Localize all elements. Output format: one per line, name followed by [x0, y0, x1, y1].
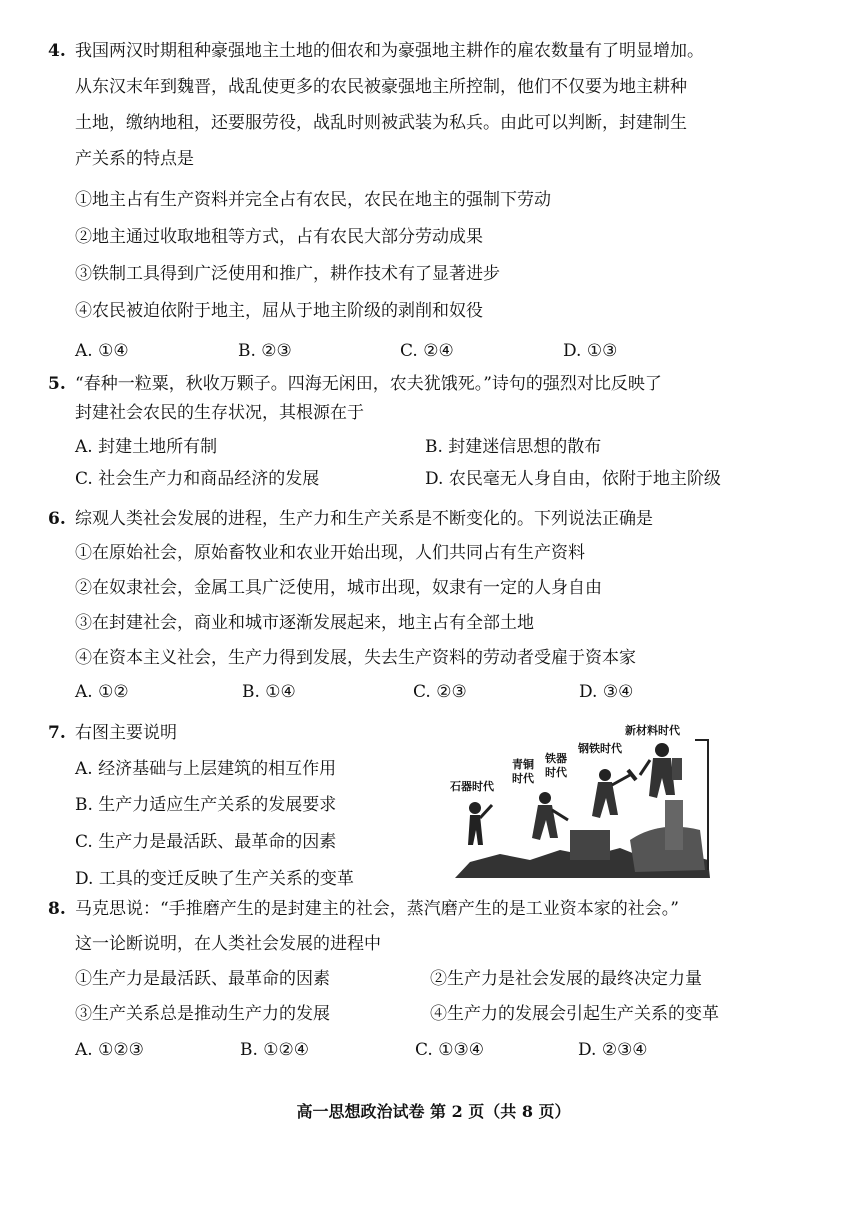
q4-number: 4. [48, 41, 66, 61]
q7-number: 7. [48, 723, 66, 743]
q6-stem-line-1: 综观人类社会发展的进程，生产力和生产关系是不断变化的。下列说法正确是 [75, 509, 653, 529]
tool-evolution-illustration [450, 720, 715, 880]
bronze-age-label-1: 青铜 [512, 758, 534, 771]
q7-option-d[interactable]: D. 工具的变迁反映了生产关系的变革 [75, 869, 354, 889]
q4-option-d[interactable]: D. ①③ [563, 341, 618, 361]
bronze-age-label-2: 时代 [512, 772, 534, 785]
q7-option-b[interactable]: B. 生产力适应生产关系的发展要求 [75, 795, 337, 815]
q8-stem-line-2: 这一论断说明，在人类社会发展的进程中 [75, 934, 381, 954]
q8-option-c[interactable]: C. ①③④ [415, 1040, 484, 1060]
q4-option-b[interactable]: B. ②③ [238, 341, 292, 361]
q6-option-b[interactable]: B. ①④ [242, 682, 296, 702]
iron-age-label-1: 铁器 [545, 752, 567, 765]
q6-option-d[interactable]: D. ③④ [579, 682, 634, 702]
q8-item-3: ③生产关系总是推动生产力的发展 [75, 1004, 330, 1024]
q5-option-a[interactable]: A. 封建土地所有制 [75, 437, 218, 457]
q4-stem-line-4: 产关系的特点是 [75, 149, 194, 169]
q8-option-d[interactable]: D. ②③④ [578, 1040, 648, 1060]
q6-item-1: ①在原始社会，原始畜牧业和农业开始出现，人们共同占有生产资料 [75, 543, 585, 563]
q4-item-3: ③铁制工具得到广泛使用和推广，耕作技术有了显著进步 [75, 264, 500, 284]
q8-option-b[interactable]: B. ①②④ [240, 1040, 310, 1060]
q8-stem-line-1: 马克思说：“手推磨产生的是封建主的社会，蒸汽磨产生的是工业资本家的社会。” [75, 899, 679, 919]
q5-option-c[interactable]: C. 社会生产力和商品经济的发展 [75, 469, 320, 489]
q4-item-1: ①地主占有生产资料并完全占有农民，农民在地主的强制下劳动 [75, 190, 551, 210]
q6-option-a[interactable]: A. ①② [75, 682, 129, 702]
q8-item-1: ①生产力是最活跃、最革命的因素 [75, 969, 330, 989]
q8-item-2: ②生产力是社会发展的最终决定力量 [430, 969, 702, 989]
q4-item-2: ②地主通过收取地租等方式，占有农民大部分劳动成果 [75, 227, 483, 247]
q4-stem-line-2: 从东汉末年到魏晋，战乱使更多的农民被豪强地主所控制，他们不仅要为地主耕种 [75, 77, 687, 97]
stone-age-label: 石器时代 [450, 780, 494, 793]
q4-item-4: ④农民被迫依附于地主，屈从于地主阶级的剥削和奴役 [75, 301, 483, 321]
q6-item-3: ③在封建社会，商业和城市逐渐发展起来，地主占有全部土地 [75, 613, 534, 633]
q8-number: 8. [48, 899, 66, 919]
q6-item-2: ②在奴隶社会，金属工具广泛使用，城市出现，奴隶有一定的人身自由 [75, 578, 602, 598]
steel-age-label: 钢铁时代 [578, 742, 622, 755]
q4-stem-line-1: 我国两汉时期租种豪强地主土地的佃农和为豪强地主耕作的雇农数量有了明显增加。 [75, 41, 704, 61]
q5-stem-line-2: 封建社会农民的生存状况，其根源在于 [75, 403, 364, 423]
q4-option-a[interactable]: A. ①④ [75, 341, 129, 361]
q5-option-d[interactable]: D. 农民毫无人身自由，依附于地主阶级 [425, 469, 721, 489]
q7-stem-line-1: 右图主要说明 [75, 723, 177, 743]
q7-option-a[interactable]: A. 经济基础与上层建筑的相互作用 [75, 759, 337, 779]
new-material-age-label: 新材料时代 [625, 724, 680, 737]
q5-stem-line-1: “春种一粒粟，秋收万颗子。四海无闲田，农夫犹饿死。”诗句的强烈对比反映了 [75, 374, 662, 394]
iron-age-label-2: 时代 [545, 766, 567, 779]
q8-item-4: ④生产力的发展会引起生产关系的变革 [430, 1004, 719, 1024]
q6-option-c[interactable]: C. ②③ [413, 682, 467, 702]
q7-option-c[interactable]: C. 生产力是最活跃、最革命的因素 [75, 832, 337, 852]
q6-number: 6. [48, 509, 66, 529]
q5-number: 5. [48, 374, 66, 394]
q4-option-c[interactable]: C. ②④ [400, 341, 454, 361]
q8-option-a[interactable]: A. ①②③ [75, 1040, 144, 1060]
q4-stem-line-3: 土地，缴纳地租，还要服劳役，战乱时则被武装为私兵。由此可以判断，封建制生 [75, 113, 687, 133]
q5-option-b[interactable]: B. 封建迷信思想的散布 [425, 437, 602, 457]
q6-item-4: ④在资本主义社会，生产力得到发展，失去生产资料的劳动者受雇于资本家 [75, 648, 636, 668]
page-footer: 高一思想政治试卷 第 2 页（共 8 页） [296, 1102, 571, 1121]
